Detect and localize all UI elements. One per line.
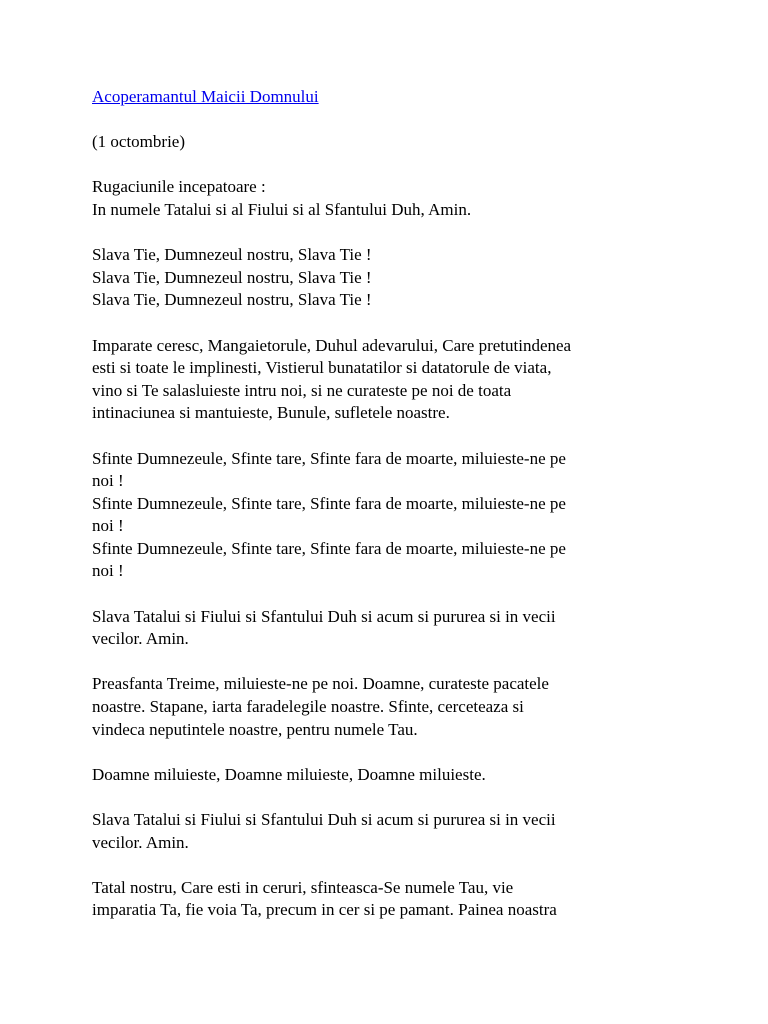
text-line: Doamne miluieste, Doamne miluieste, Doamne miluieste.	[92, 764, 486, 784]
text-paragraph	[92, 673, 692, 741]
text-line: Rugaciunile incepatoare :	[92, 177, 266, 197]
text-line: noi !	[92, 561, 124, 581]
text-line: Sfinte Dumnezeule, Sfinte tare, Sfinte fara de moarte, miluieste-ne pe	[92, 538, 566, 558]
text-line: imparatia Ta, fie voia Ta, precum in cer si pe pamant. Painea noastra	[92, 900, 557, 920]
text-line: Imparate ceresc, Mangaietorule, Duhul adevarului, Care pretutindenea	[92, 335, 572, 355]
title-link[interactable]: Acoperamantul Maicii Domnului	[92, 87, 319, 106]
text-line: vecilor. Amin.	[92, 832, 189, 852]
text-line: Slava Tie, Dumnezeul nostru, Slava Tie !	[92, 245, 372, 265]
text-paragraph	[92, 448, 692, 584]
date-paragraph	[92, 131, 692, 154]
text-line: vino si Te salasluieste intru noi, si ne curateste pe noi de toata	[92, 380, 512, 400]
text-paragraph	[92, 764, 692, 787]
text-line: Slava Tie, Dumnezeul nostru, Slava Tie !	[92, 290, 372, 310]
text-line: esti si toate le implinesti, Vistierul bunatatilor si datatorule de viata,	[92, 358, 552, 378]
text-paragraph	[92, 335, 692, 425]
text-paragraph	[92, 176, 692, 221]
date-text: (1 octombrie)	[92, 132, 185, 152]
text-paragraph	[92, 877, 692, 922]
text-line: Slava Tie, Dumnezeul nostru, Slava Tie !	[92, 267, 372, 287]
text-paragraph	[92, 606, 692, 651]
text-line: Sfinte Dumnezeule, Sfinte tare, Sfinte fara de moarte, miluieste-ne pe	[92, 493, 566, 513]
text-line: Tatal nostru, Care esti in ceruri, sfinteasca-Se numele Tau, vie	[92, 877, 514, 897]
text-paragraph	[92, 809, 692, 854]
text-line: Slava Tatalui si Fiului si Sfantului Duh si acum si pururea si in vecii	[92, 606, 556, 626]
text-line: noi !	[92, 471, 124, 491]
text-line: Slava Tatalui si Fiului si Sfantului Duh si acum si pururea si in vecii	[92, 810, 556, 829]
text-line: vindeca neputintele noastre, pentru numele Tau.	[92, 719, 418, 739]
text-line: intinaciunea si mantuieste, Bunule, sufletele noastre.	[92, 403, 450, 423]
prayer-body	[92, 176, 692, 922]
text-line: noi !	[92, 516, 124, 536]
text-paragraph	[92, 244, 692, 312]
title-paragraph	[92, 86, 692, 109]
document-page	[92, 86, 692, 945]
text-line: vecilor. Amin.	[92, 629, 189, 649]
text-line: Sfinte Dumnezeule, Sfinte tare, Sfinte fara de moarte, miluieste-ne pe	[92, 448, 566, 468]
text-line: Preasfanta Treime, miluieste-ne pe noi. Doamne, curateste pacatele	[92, 674, 549, 694]
text-line: noastre. Stapane, iarta faradelegile noastre. Sfinte, cerceteaza si	[92, 697, 524, 717]
text-line: In numele Tatalui si al Fiului si al Sfantului Duh, Amin.	[92, 199, 472, 219]
